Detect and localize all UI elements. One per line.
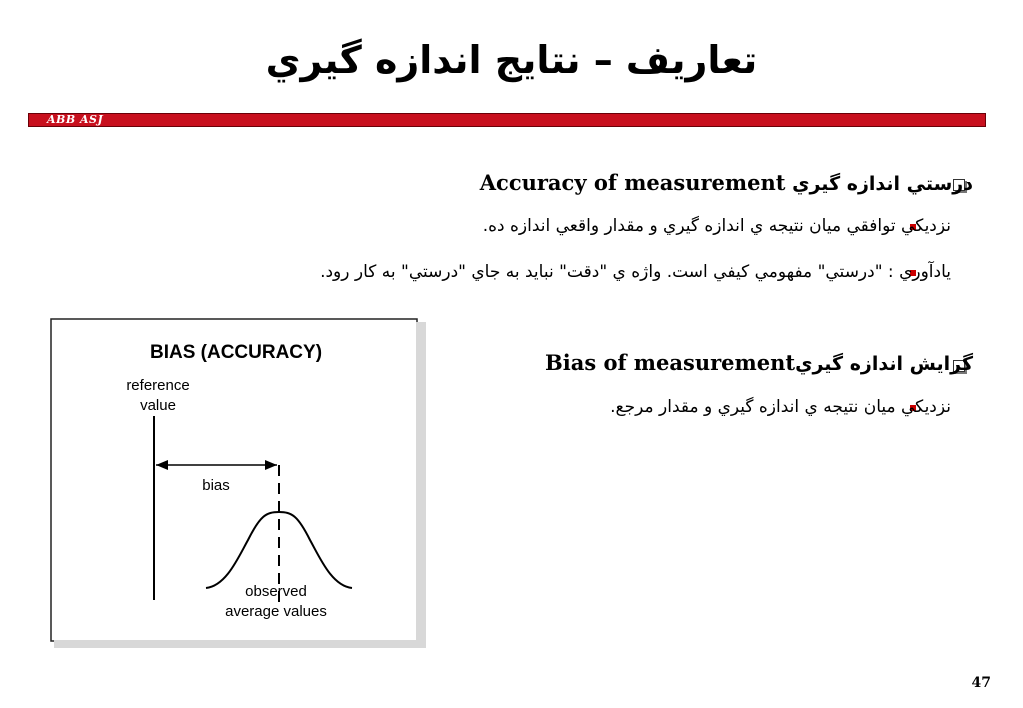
observed-label-2: average values: [225, 603, 327, 620]
company-logo: ABB ASJ: [47, 113, 104, 126]
bullet-accuracy-fa: درستي اندازه گيري: [792, 173, 973, 195]
slide-title: تعاريف – نتايج اندازه گيري: [265, 38, 758, 82]
bias-label: bias: [202, 477, 230, 494]
reference-label-2: value: [140, 397, 176, 414]
figure-title: BIAS (ACCURACY): [149, 342, 323, 363]
figure-frame: [51, 319, 417, 641]
bias-definition: نزديكي ميان نتيجه ي اندازه گيري و مقدار مرجع.: [610, 397, 951, 417]
page-number: 47: [971, 675, 991, 691]
figure-shadow-right: [416, 322, 426, 646]
bullet-bias-en: Bias of measurement: [544, 350, 796, 375]
bullet-accuracy-en: Accuracy of measurement: [479, 170, 786, 195]
observed-label-1: observed: [245, 583, 307, 600]
bullet-bias-fa: گرايش اندازه گيري: [795, 353, 973, 375]
bullet-accuracy: [213, 170, 973, 195]
header-bar: [28, 113, 986, 127]
accuracy-note: يادآوري : "درستي" مفهومي كيفي است. واژه ي "دقت" نبايد به جاي "درستي" به كار رود.: [320, 262, 951, 282]
bias-accuracy-figure: [50, 318, 430, 650]
figure-shadow-bottom: [54, 640, 426, 648]
reference-label-1: reference: [126, 377, 190, 394]
accuracy-definition: نزديكي توافقي ميان نتيجه ي اندازه گيري و مقدار واقعي اندازه ده.: [482, 216, 951, 236]
